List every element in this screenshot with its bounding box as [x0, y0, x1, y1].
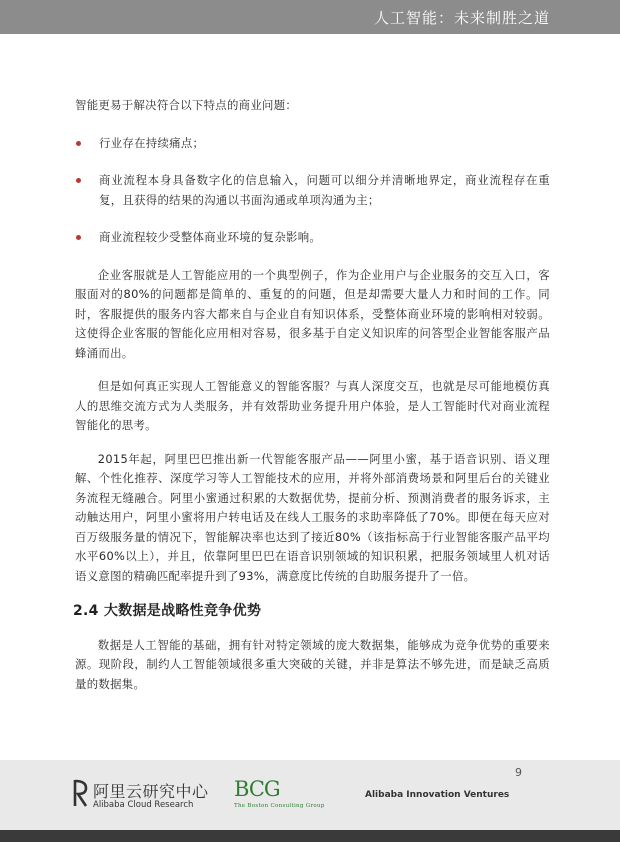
bullet-item: [75, 171, 550, 210]
alibaba-cloud-cn-text: 阿里云研究中心: [93, 782, 209, 801]
header-title: 人工智能：未来制胜之道: [373, 9, 550, 27]
bullet-text: 商业流程本身具备数字化的信息输入，问题可以细分并清晰地界定，商业流程存在重复，且获得的结果的沟通以书面沟通或单项沟通为主；: [99, 173, 550, 207]
bullet-item: [75, 134, 550, 154]
bcg-mark: BCG: [234, 777, 280, 801]
intro-text: 智能更易于解决符合以下特点的商业问题：: [75, 98, 298, 112]
paragraph: 企业客服就是人工智能应用的一个典型例子，作为企业用户与企业服务的交互入口，客服面对的80%的问题都是简单的、重复的的问题，但是却需要大量人力和时间的工作。同时，客服提供的服务内容大都来自与企业自有知识体系，受整体商业环境的影响相对较弱。这使得企业客服的智能化应用相对容易，很多基于自定义知识库的问答型企业智能客服产品蜂涌而出。: [75, 267, 550, 360]
alibaba-innovation-ventures-logo: Alibaba Innovation Ventures: [365, 790, 510, 800]
alibaba-cloud-mark-icon: [72, 778, 88, 808]
page-footer: [0, 760, 620, 830]
page-header: [0, 0, 620, 34]
paragraph: 2015年起，阿里巴巴推出新一代智能客服产品——阿里小蜜，基于语音识别、语义理解、个性化推荐、深度学习等人工智能技术的应用，并将外部消费场景和阿里后台的关键业务流程无缝融合。阿里小蜜通过积累的大数据优势，提前分析、预测消费者的服务诉求，主动触达用户，阿里小蜜将用户转电话及在线人工服务的求助率降低了70%。即便在每天应对百万级服务量的情况下，智能解决率也达到了接近80%（该指标高于行业智能客服产品平均水平60%以上），并且，依靠阿里巴巴在语音识别领域的知识积累，把服务领域里人机对话语义意图的精确匹配率提升到了93%，满意度比传统的自助服务提升了一倍。: [75, 451, 550, 583]
bottom-bar: [0, 830, 620, 842]
bullet-text: 商业流程较少受整体商业环境的复杂影响。: [99, 230, 322, 244]
bcg-subtitle: The Boston Consulting Group: [234, 803, 325, 809]
page-number: 9: [515, 766, 522, 779]
alibaba-cloud-en-text: Alibaba Cloud Research: [93, 800, 194, 810]
section-heading: 2.4 大数据是战略性竞争优势: [73, 603, 262, 619]
bullet-item: [75, 228, 550, 248]
bullet-dot-icon: [76, 178, 81, 183]
bcg-logo: [234, 778, 325, 809]
main-content: [75, 96, 550, 708]
bullet-dot-icon: [76, 141, 81, 146]
bullet-dot-icon: [76, 235, 81, 240]
bullet-text: 行业存在持续痛点；: [99, 135, 205, 150]
paragraph: 但是如何真正实现人工智能意义的智能客服？与真人深度交互，也就是尽可能地模仿真人的思维交流方式为人类服务，并有效帮助业务提升用户体验，是人工智能时代对商业流程智能化的思考。: [75, 379, 550, 432]
paragraph: 数据是人工智能的基础，拥有针对特定领域的庞大数据集，能够成为竞争优势的重要来源。现阶段，制约人工智能领域很多重大突破的关键，并非是算法不够先进，而是缺乏高质量的数据集。: [75, 637, 550, 691]
